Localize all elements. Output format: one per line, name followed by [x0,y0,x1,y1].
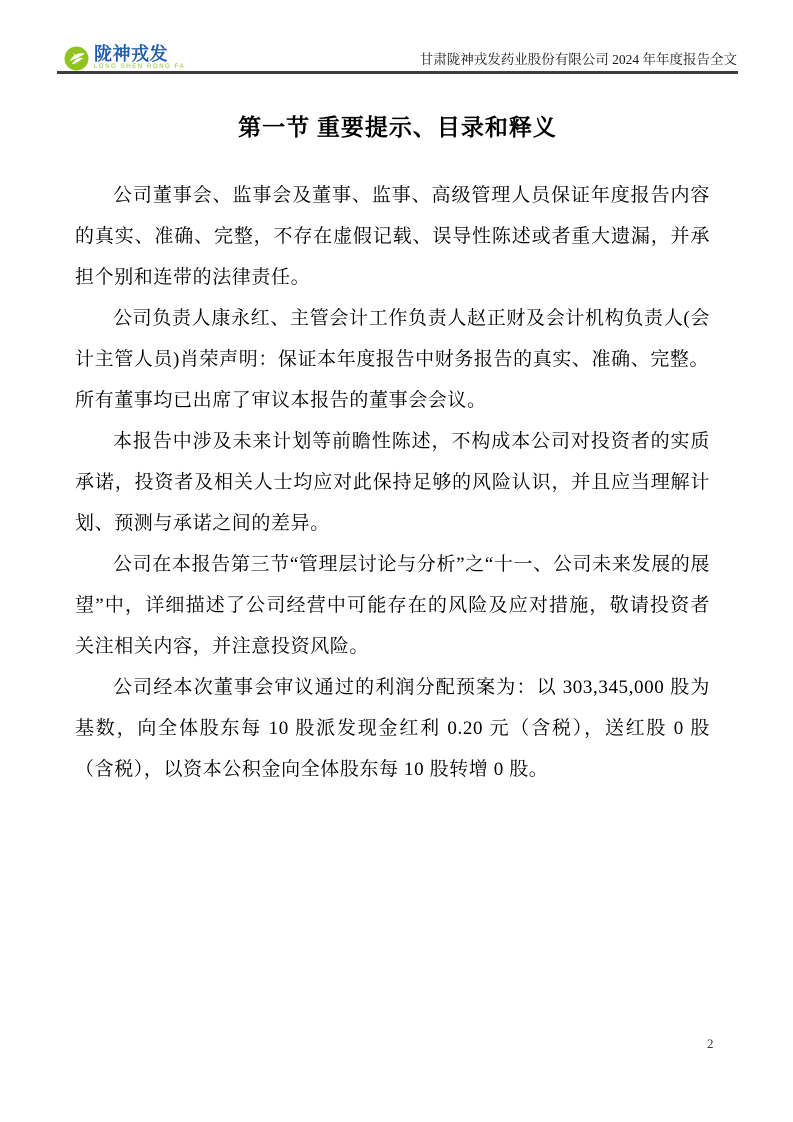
paragraph-profit-distribution: 公司经本次董事会审议通过的利润分配预案为：以 303,345,000 股为基数，向全体股东每 10 股派发现金红利 0.20 元（含税），送红股 0 股（含税），以资本公积金向全体股东每 10 股转增 0 股。 [75,677,710,780]
page-number: 2 [707,1036,714,1051]
section-title: 第一节 重要提示、目录和释义 [238,115,557,140]
company-logo [64,44,185,71]
document-body [75,175,710,790]
paragraph-board-guarantee: 公司董事会、监事会及董事、监事、高级管理人员保证年度报告内容的真实、准确、完整，不存在虚假记载、误导性陈述或者重大遗漏，并承担个别和连带的法律责任。 [75,185,710,288]
logo-cn-text: 陇神戎发 [94,44,168,64]
header-divider [57,71,738,74]
paragraph-risk-description: 公司在本报告第三节“管理层讨论与分析”之“十一、公司未来发展的展望”中，详细描述了公司经营中可能存在的风险及应对措施，敬请投资者关注相关内容，并注意投资风险。 [75,554,710,657]
header-report-title: 甘肃陇神戎发药业股份有限公司 2024 年年度报告全文 [419,52,737,67]
logo-circle-icon [64,46,89,71]
paragraph-forward-looking: 本报告中涉及未来计划等前瞻性陈述，不构成本公司对投资者的实质承诺，投资者及相关人士均应对此保持足够的风险认识，并且应当理解计划、预测与承诺之间的差异。 [75,431,710,534]
logo-text [94,44,185,71]
logo-en-text: LONG SHEN RONG FA [94,64,186,70]
paragraph-directors-attendance: 所有董事均已出席了审议本报告的董事会会议。 [75,390,487,411]
paragraph-responsible-persons: 公司负责人康永红、主管会计工作负责人赵正财及会计机构负责人(会计主管人员)肖荣声明：保证本年度报告中财务报告的真实、准确、完整。 [75,308,710,370]
